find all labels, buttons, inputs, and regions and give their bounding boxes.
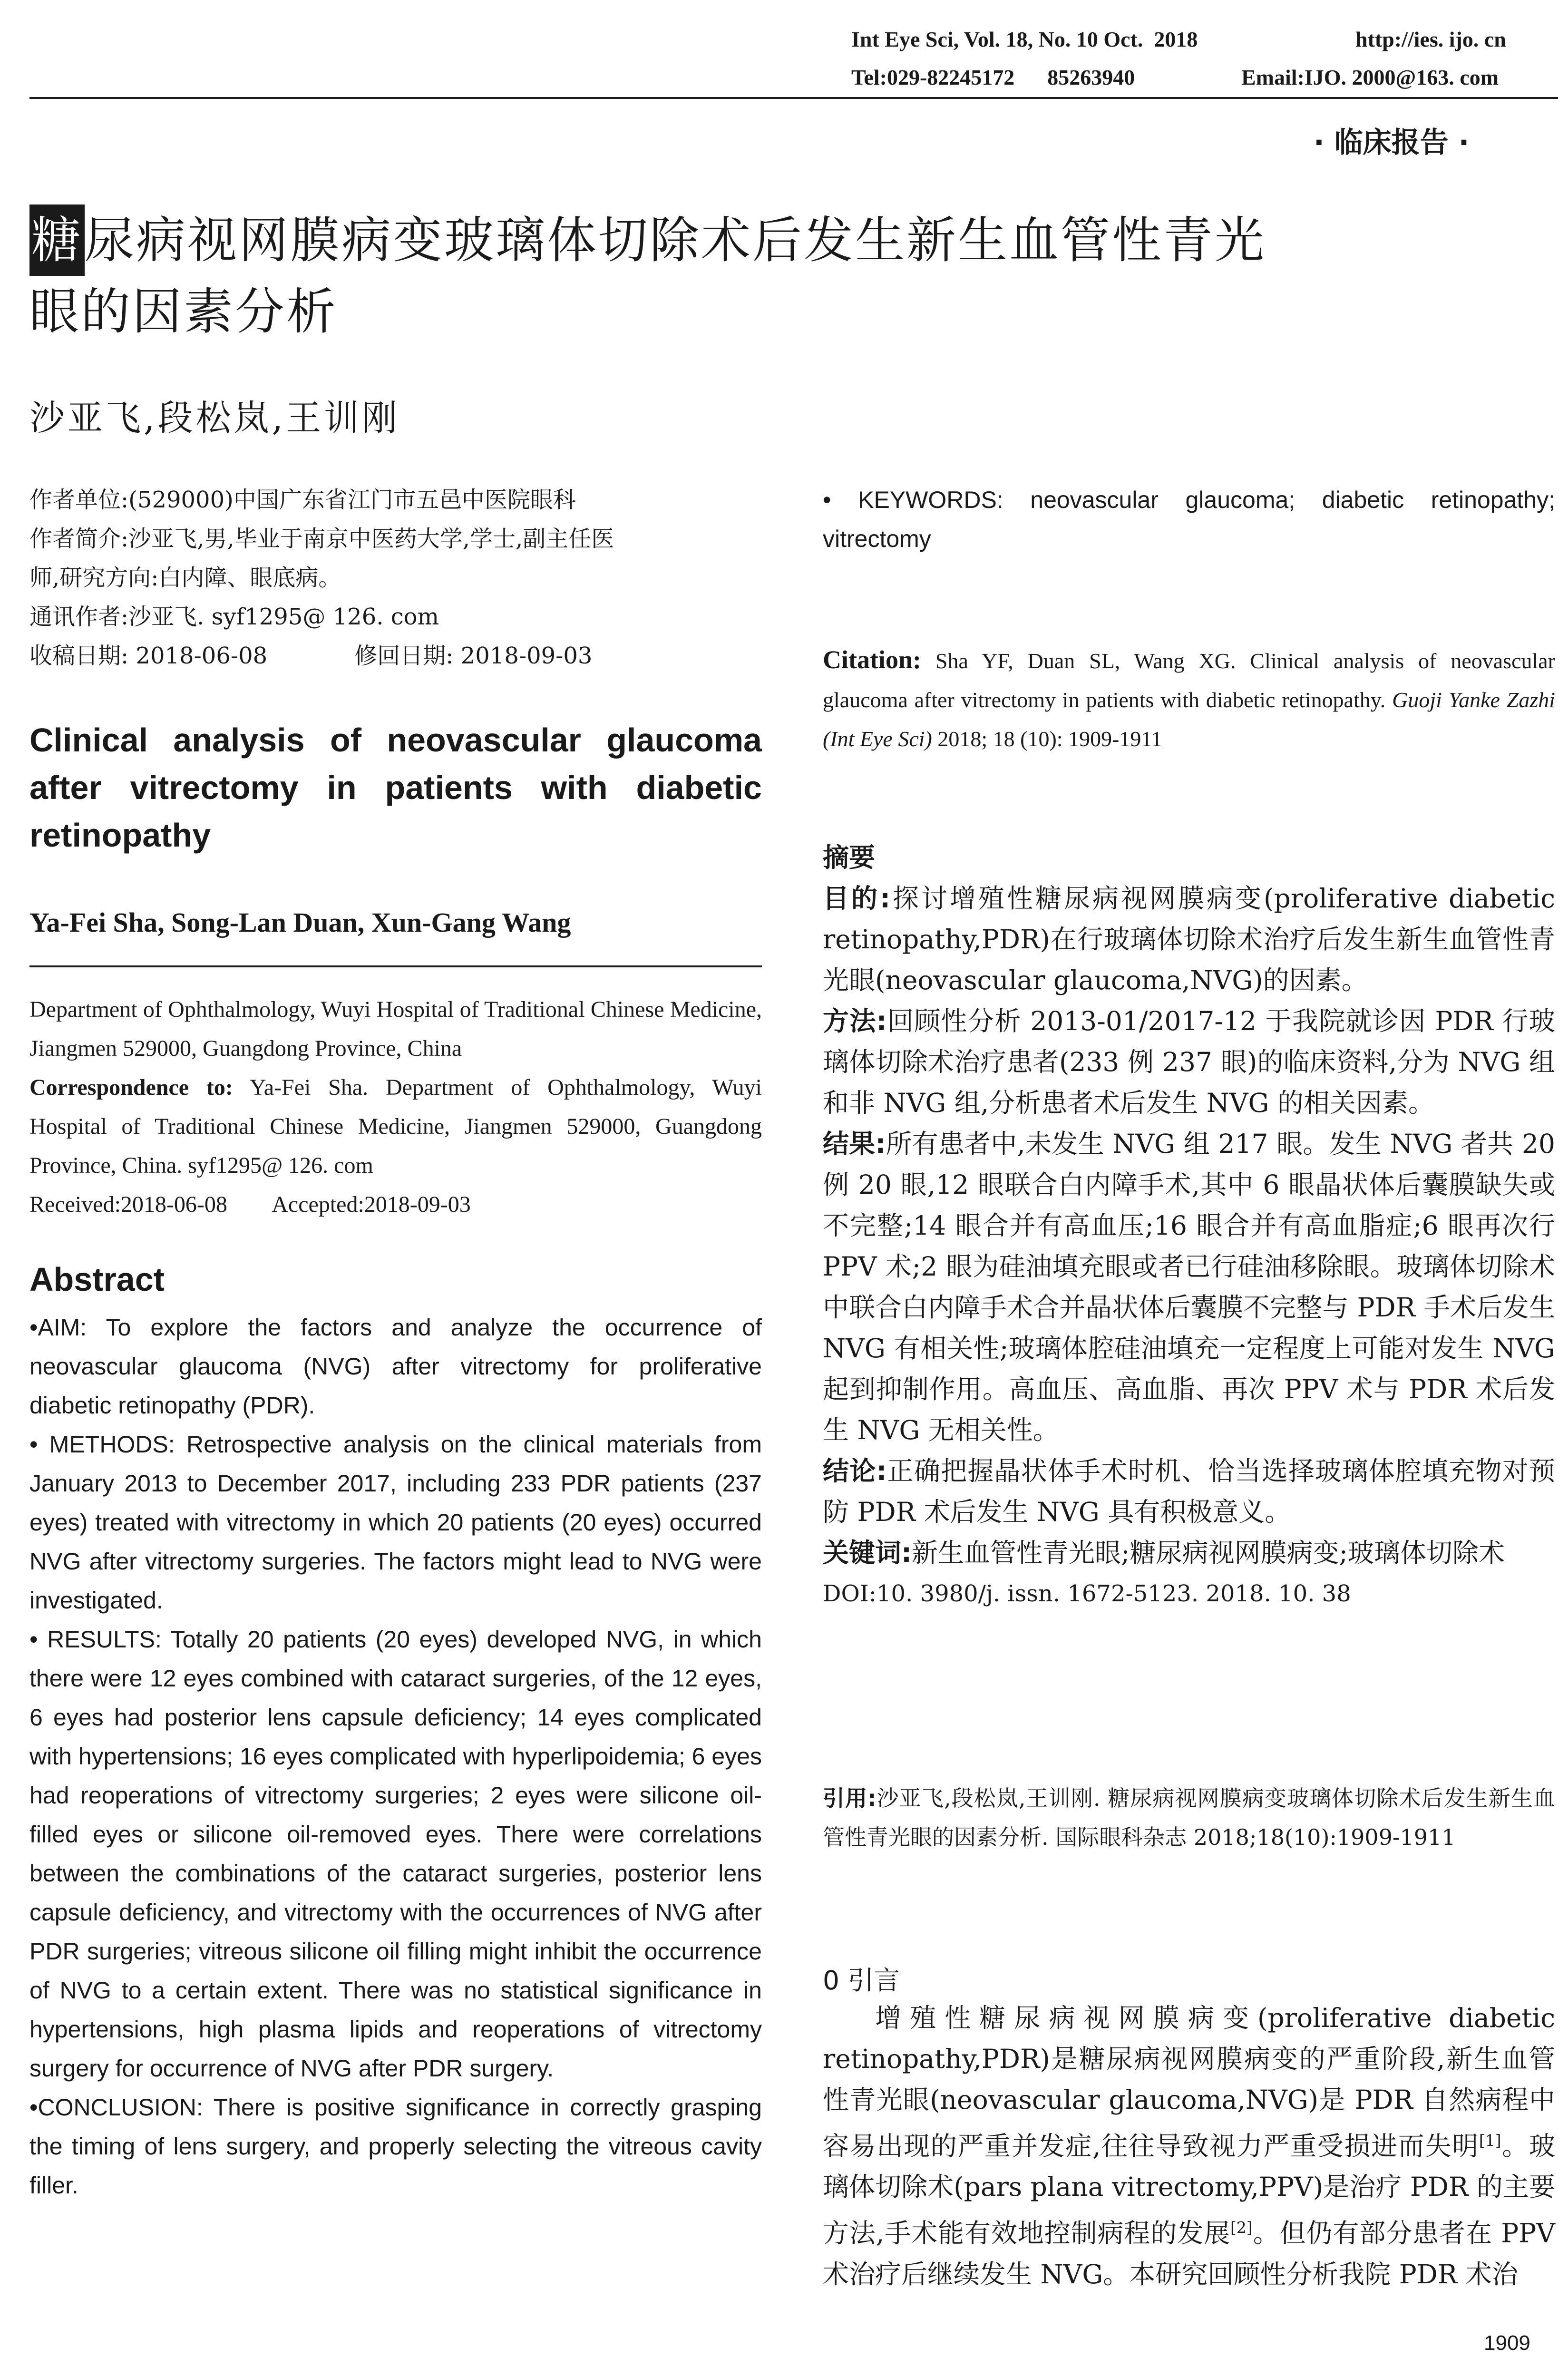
intro-text-c: 。但仍有部分患者在 PPV 术治疗后继续发生 NVG。本研究回顾性分析我院 PDR 术治 [823, 2218, 1555, 2289]
header-rule [29, 97, 1558, 99]
journal-email: Email:IJO. 2000@163. com [1241, 65, 1499, 89]
conclusion-label: •CONCLUSION: [29, 2094, 203, 2121]
revised-date: 修回日期: 2018-09-03 [354, 643, 593, 669]
affiliation-dept: Department of Ophthalmology, Wuyi Hospital of Traditional Chinese Medicine, Jiangmen 529000, Guangdong Province, China [29, 997, 762, 1061]
title-first-char: 糖 [29, 205, 85, 276]
aim-text: To explore the factors and analyze the occurrence of neovascular glaucoma (NVG) after vitrectomy for proliferative diabetic retinopathy (PDR). [29, 1314, 762, 1419]
author-info-block [29, 480, 762, 675]
citation-block [823, 640, 1555, 759]
cn-methods [823, 1001, 1555, 1123]
abstract-methods [29, 1425, 762, 1620]
abstract-body [29, 1308, 762, 2205]
correspondence-text: Ya-Fei Sha. Department of Ophthalmology, Wuyi Hospital of Traditional Chinese Medicine, Jiangmen 529000, Guangdong Province, China. syf1295@ 126. com [29, 1075, 762, 1178]
author-unit: 作者单位:(529000)中国广东省江门市五邑中医院眼科 [29, 487, 576, 513]
cn-keywords-text: 新生血管性青光眼;糖尿病视网膜病变;玻璃体切除术 [912, 1538, 1505, 1568]
cn-methods-text: 回顾性分析 2013-01/2017-12 于我院就诊因 PDR 行玻璃体切除术治疗患者(233 例 237 眼)的临床资料,分为 NVG 组和非 NVG 组,分析患者术后发生 NVG 的相关因素。 [823, 1006, 1555, 1118]
ref-2[interactable]: [2] [1230, 2218, 1253, 2237]
cn-aim [823, 878, 1555, 1001]
doi: DOI:10. 3980/j. issn. 1672-5123. 2018. 10. 38 [823, 1580, 1351, 1607]
intro-heading: 0 引言 [823, 1965, 900, 1996]
abstract-conclusion [29, 2088, 762, 2205]
received-en: Received:2018-06-08 [29, 1192, 227, 1217]
chinese-citation [823, 1779, 1555, 1857]
english-authors: Ya-Fei Sha, Song-Lan Duan, Xun-Gang Wang [29, 907, 571, 938]
cn-results-label: 结果: [823, 1129, 886, 1159]
cn-conclusion-text: 正确把握晶状体手术时机、恰当选择玻璃体腔填充物对预防 PDR 术后发生 NVG 具有积极意义。 [823, 1456, 1555, 1527]
journal-issue: Int Eye Sci, Vol. 18, No. 10 Oct. 2018 [851, 27, 1198, 51]
chinese-abstract [823, 837, 1555, 1614]
journal-tel: Tel:029-82245172 85263940 [851, 65, 1135, 89]
keywords-label: • KEYWORDS: [823, 487, 1003, 513]
cn-keywords-label: 关键词: [823, 1538, 912, 1568]
methods-label: • METHODS: [29, 1431, 175, 1458]
cn-conclusion-label: 结论: [823, 1456, 887, 1486]
intro-text-a: 增殖性糖尿病视网膜病变(proliferative diabetic retinopathy,PDR)是糖尿病视网膜病变的严重阶段,新生血管性青光眼(neovascular glaucoma,NVG)是 PDR 自然病程中容易出现的严重并发症,往往导致视力严重受损进而失明 [823, 2003, 1555, 2162]
english-title: Clinical analysis of neovascular glaucoma after vitrectomy in patients with diabetic retinopathy [29, 721, 762, 854]
citation-journal: Guoji Yanke Zazhi (Int Eye Sci) [823, 688, 1555, 751]
journal-url: http://ies. ijo. cn [1355, 27, 1506, 51]
citation-tail: 2018; 18 (10): 1909-1911 [937, 727, 1162, 751]
correspondence-label: Correspondence to: [29, 1075, 233, 1100]
methods-text: Retrospective analysis on the clinical materials from January 2013 to December 2017, including 233 PDR patients (237 eyes) treated with vitrectomy in which 20 patients (20 eyes) occurred NVG after vitrectomy surgeries. The factors might lead to NVG were investigated. [29, 1431, 762, 1614]
aim-label: •AIM: [29, 1314, 87, 1341]
cn-methods-label: 方法: [823, 1006, 887, 1036]
cite-cn-text: 沙亚飞,段松岚,王训刚. 糖尿病视网膜病变玻璃体切除术后发生新生血管性青光眼的因素分析. 国际眼科杂志 2018;18(10):1909-1911 [823, 1785, 1555, 1850]
abstract-keywords [823, 480, 1555, 558]
abstract-keywords-block [823, 480, 1555, 558]
cn-aim-label: 目的: [823, 883, 891, 914]
authors-rule [29, 965, 762, 967]
citation-text: Sha YF, Duan SL, Wang XG. Clinical analysis of neovascular glaucoma after vitrectomy in patients with diabetic retinopathy. [823, 649, 1555, 712]
abstract-results [29, 1620, 762, 2088]
results-text: Totally 20 patients (20 eyes) developed NVG, in which there were 12 eyes combined with cataract surgeries, of the 12 eyes, 6 eyes had posterior lens capsule deficiency; 14 eyes complicated with hypertensions; 16 eyes complicated with hyperlipoidemia; 6 eyes had reoperations of vitrectomy surgeries; 2 eyes were silicone oil-filled eyes or silicone oil-removed eyes. There were correlations between the combinations of the cataract surgeries, posterior lens capsule deficiency, and vitrectomy with the occurrences of NVG after PDR surgeries; vitreous silicone oil filling might inhibit the occurrence of NVG to a certain extent. There was no statistical significance in hypertensions, high plasma lipids and reoperations of vitrectomy surgery for occurrence of NVG after PDR surgery. [29, 1626, 762, 2082]
abstract-aim [29, 1308, 762, 1425]
results-label: • RESULTS: [29, 1626, 162, 1653]
received-date: 收稿日期: 2018-06-08 [29, 643, 268, 669]
page-number: 1909 [1484, 2331, 1530, 2355]
affiliation-block [29, 990, 762, 1224]
keywords-text: neovascular glaucoma; diabetic retinopathy; vitrectomy [823, 487, 1555, 552]
cn-results-text: 所有患者中,未发生 NVG 组 217 眼。发生 NVG 者共 20 例 20 眼,12 眼联合白内障手术,其中 6 眼晶状体后囊膜缺失或不完整;14 眼合并有高血压;16 眼合并有高血脂症;6 眼再次行 PPV 术;2 眼为硅油填充眼或者已行硅油移除眼。玻璃体切除术中联合白内障手术合并晶状体后囊膜不完整与 PDR 手术后发生 NVG 有相关性;玻璃体腔硅油填充一定程度上可能对发生 NVG 起到抑制作用。高血压、高血脂、再次 PPV 术与 PDR 术后发生 NVG 无相关性。 [823, 1129, 1556, 1445]
conclusion-text: There is positive significance in correctly grasping the timing of lens surgery, and properly selecting the vitreous cavity filler. [29, 2094, 762, 2199]
accepted-en: Accepted:2018-09-03 [272, 1192, 471, 1217]
cn-aim-text: 探讨增殖性糖尿病视网膜病变(proliferative diabetic retinopathy,PDR)在行玻璃体切除术治疗后发生新生血管性青光眼(neovascular glaucoma,NVG)的因素。 [823, 883, 1556, 995]
section-tag: · 临床报告 · [1314, 126, 1470, 159]
cn-keywords [823, 1532, 1555, 1573]
ref-1[interactable]: [1] [1479, 2131, 1501, 2150]
cite-cn-label: 引用: [823, 1785, 877, 1811]
chinese-title [29, 205, 1561, 347]
title-line2: 眼的因素分析 [29, 283, 338, 341]
cn-conclusion [823, 1451, 1555, 1532]
title-line1: 尿病视网膜病变玻璃体切除术后发生新生血管性青光 [85, 211, 1266, 269]
chinese-authors: 沙亚飞,段松岚,王训刚 [29, 398, 400, 438]
intro-text-b: 。玻璃体切除术(pars plana vitrectomy,PPV)是治疗 PDR 的主要方法,手术能有效地控制病程的发展 [823, 2131, 1555, 2249]
chinese-abstract-heading: 摘要 [823, 842, 876, 873]
citation-label: Citation: [823, 645, 921, 674]
abstract-heading: Abstract [29, 1261, 165, 1298]
author-bio-line2: 师,研究方向:白内障、眼底病。 [29, 565, 341, 591]
intro-paragraph [823, 1997, 1555, 2295]
cn-results [823, 1123, 1555, 1451]
author-bio-line1: 作者简介:沙亚飞,男,毕业于南京中医药大学,学士,副主任医 [29, 526, 614, 552]
corresponding-author: 通讯作者:沙亚飞. syf1295@ 126. com [29, 604, 439, 630]
